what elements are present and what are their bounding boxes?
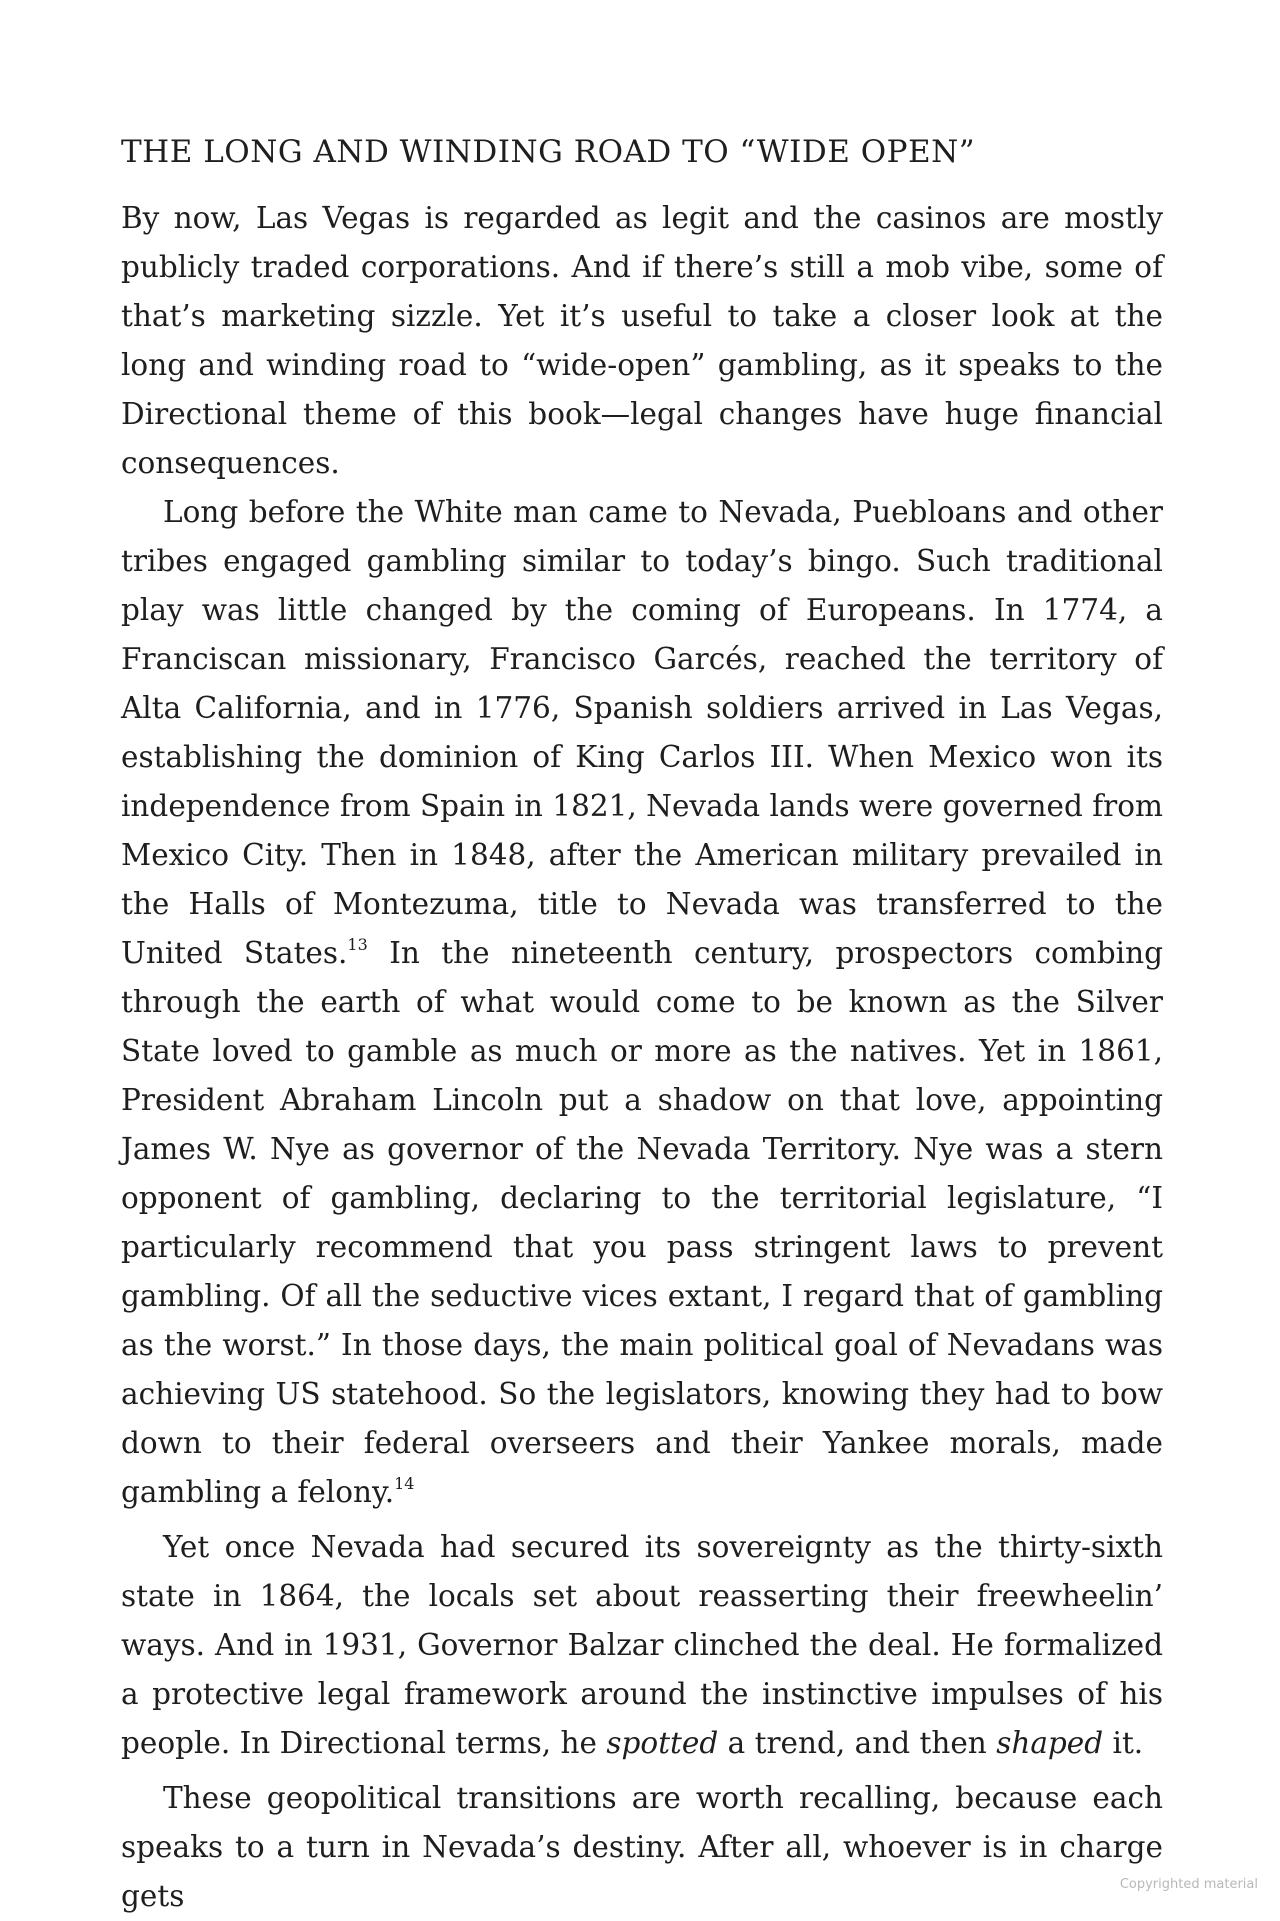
- emphasis-shaped: shaped: [996, 1726, 1104, 1760]
- paragraph-3: [121, 1523, 1163, 1768]
- copyright-watermark: Copyrighted material: [1119, 1877, 1258, 1892]
- paragraph-3-text-c: it.: [1103, 1726, 1144, 1760]
- paragraph-2-text-a: Long before the White man came to Nevada, Puebloans and other tribes engaged gambling similar to today’s bingo. Such traditional play was little changed by the coming of Europeans. In 1774, a Franciscan missionary, Francisco Garcés, reached the territory of Alta California, and in 1776, Spanish soldiers arrived in Las Vegas, establishing the dominion of King Carlos III. When Mexico won its independence from Spain in 1821, Nevada lands were governed from Mexico City. Then in 1848, after the American military prevailed in the Halls of Montezuma, title to Nevada was transferred to the United States.: [121, 495, 1163, 970]
- paragraph-2: [121, 488, 1163, 1517]
- paragraph-3-text-b: a trend, and then: [718, 1726, 997, 1760]
- paragraph-3-text-a: Yet once Nevada had secured its sovereignty as the thirty-sixth state in 1864, the locals set about reasserting their freewheelin’ ways. And in 1931, Governor Balzar clinched the deal. He formalized a protective legal framework around the instinctive impulses of his people. In Directional terms, he: [121, 1530, 1163, 1760]
- footnote-ref-14[interactable]: 14: [394, 1474, 415, 1494]
- paragraph-1: By now, Las Vegas is regarded as legit and the casinos are mostly publicly traded corporations. And if there’s still a mob vibe, some of that’s marketing sizzle. Yet it’s useful to take a closer look at the long and winding road to “wide-open” gambling, as it speaks to the Directional theme of this book—legal changes have huge financial consequences.: [121, 201, 1163, 480]
- book-page: [121, 128, 1163, 1921]
- paragraph-4: These geopolitical transitions are worth recalling, because each speaks to a turn in Nevada’s destiny. After all, whoever is in charge gets: [121, 1781, 1163, 1913]
- paragraph-2-text-b: In the nineteenth century, prospectors combing through the earth of what would come to be known as the Silver State loved to gamble as much or more as the natives. Yet in 1861, President Abraham Lincoln put a shadow on that love, appointing James W. Nye as governor of the Nevada Territory. Nye was a stern opponent of gambling, declaring to the territorial legislature, “I particularly recommend that you pass stringent laws to prevent gambling. Of all the seductive vices extant, I regard that of gambling as the worst.” In those days, the main political goal of Nevadans was achieving US statehood. So the legislators, knowing they had to bow down to their federal overseers and their Yankee morals, made gambling a felony.: [121, 936, 1163, 1509]
- footnote-ref-13[interactable]: 13: [347, 935, 368, 955]
- section-heading: THE LONG AND WINDING ROAD TO “WIDE OPEN”: [121, 134, 976, 170]
- emphasis-spotted: spotted: [606, 1726, 719, 1760]
